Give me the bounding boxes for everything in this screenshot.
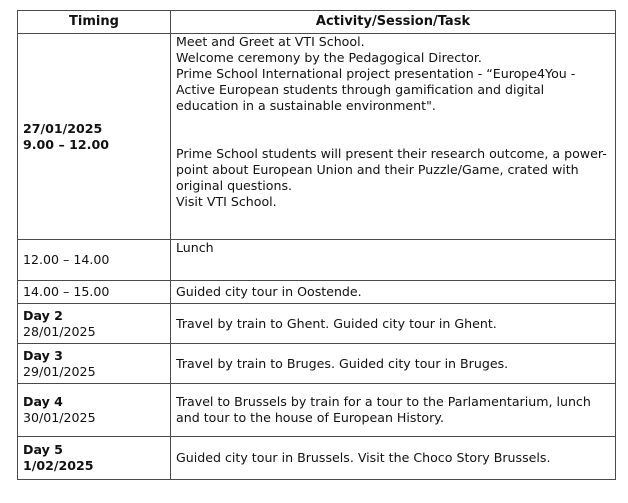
row-date: 29/01/2025 <box>23 363 96 379</box>
row-day: Day 3 <box>23 347 63 363</box>
table-row <box>18 304 616 344</box>
activity-line: Visit VTI School. <box>176 194 277 209</box>
table-row <box>18 34 616 240</box>
activity-cell <box>171 34 616 240</box>
timing-cell <box>18 34 171 240</box>
row-date: 30/01/2025 <box>23 410 96 425</box>
activity-cell: Travel to Brussels by train for a tour to the Parlamentarium, lunch and tour to the house of European History. <box>171 384 616 437</box>
row-date: 27/01/2025 <box>23 120 103 136</box>
table-row <box>18 240 616 281</box>
table-row <box>18 281 616 304</box>
activity-header: Activity/Session/Task <box>171 11 616 34</box>
activity-spacer <box>176 114 610 146</box>
row-day: Day 4 <box>23 394 63 409</box>
row-time: 9.00 – 12.00 <box>23 136 109 152</box>
schedule-table <box>17 10 616 480</box>
row-day: Day 2 <box>23 307 63 323</box>
activity-cell: Travel by train to Bruges. Guided city tour in Bruges. <box>171 344 616 384</box>
row-time: 14.00 – 15.00 <box>23 284 110 299</box>
timing-cell <box>18 344 171 384</box>
activity-cell: Travel by train to Ghent. Guided city tour in Ghent. <box>171 304 616 344</box>
activity-line: Welcome ceremony by the Pedagogical Director. <box>176 50 482 65</box>
row-day: Day 5 <box>23 442 63 457</box>
header-row <box>18 11 616 34</box>
timing-cell <box>18 240 171 281</box>
timing-cell <box>18 304 171 344</box>
table-row <box>18 344 616 384</box>
row-date: 1/02/2025 <box>23 458 94 473</box>
timing-cell <box>18 384 171 437</box>
activity-cell: Guided city tour in Oostende. <box>171 281 616 304</box>
row-time: 12.00 – 14.00 <box>23 252 110 267</box>
table-row <box>18 437 616 480</box>
activity-line: Meet and Greet at VTI School. <box>176 34 365 49</box>
row-date: 28/01/2025 <box>23 323 96 339</box>
timing-cell <box>18 281 171 304</box>
timing-header: Timing <box>18 11 171 34</box>
activity-cell: Guided city tour in Brussels. Visit the Choco Story Brussels. <box>171 437 616 480</box>
activity-line: Prime School students will present their research outcome, a power-point about European Union and their Puzzle/Game, crated with original questions. <box>176 146 607 193</box>
table-row <box>18 384 616 437</box>
activity-line: Prime School International project presentation - “Europe4You - Active European students through gamification and digital education in a sustainable environment". <box>176 66 576 113</box>
timing-cell <box>18 437 171 480</box>
activity-cell: Lunch <box>171 240 616 281</box>
